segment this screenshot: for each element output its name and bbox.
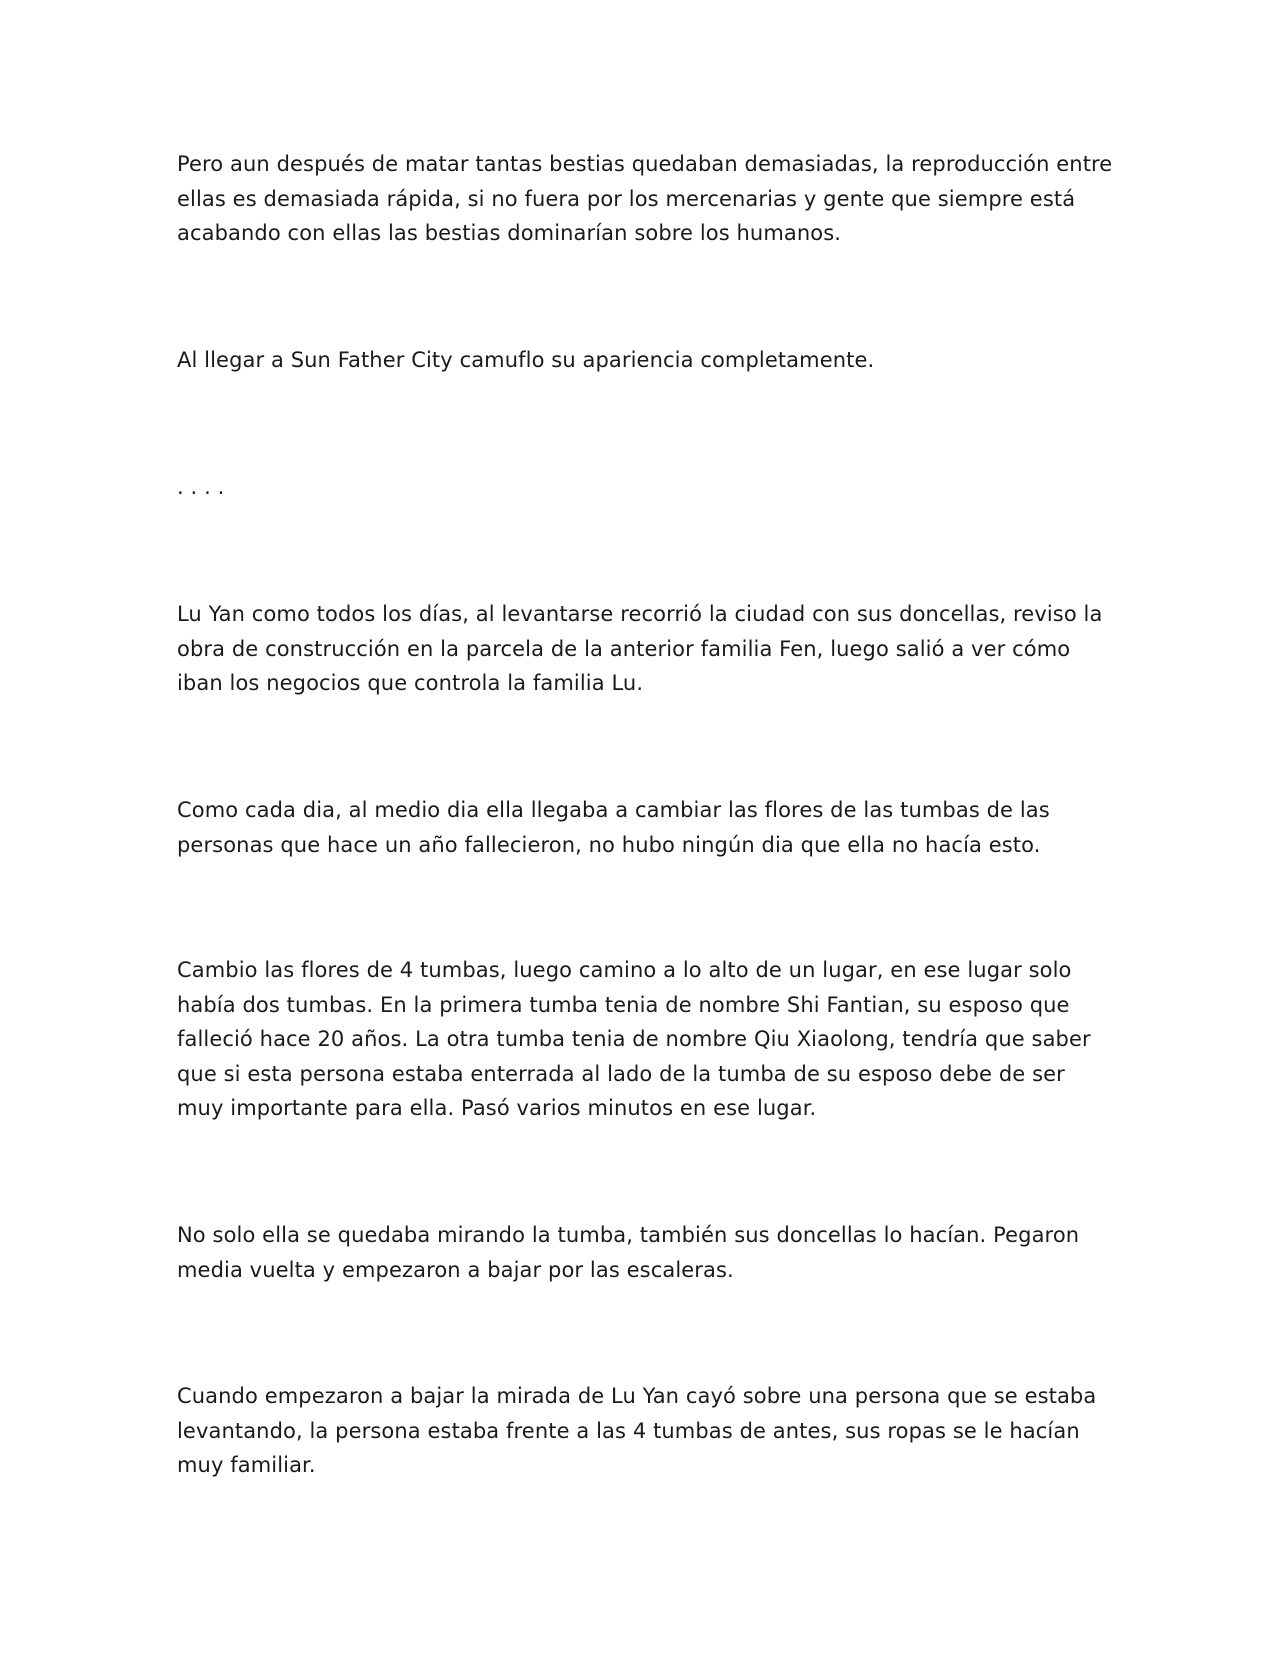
paragraph-bestias: Pero aun después de matar tantas bestias quedaban demasiadas, la reproducción entre ellas es demasiada rápida, si no fuera por los mercenarias y gente que siempre está acabando con ellas las bestias dominarían sobre los humanos. [177, 152, 1113, 245]
paragraph-mirada: Cuando empezaron a bajar la mirada de Lu Yan cayó sobre una persona que se estaba levantando, la persona estaba frente a las 4 tumbas de antes, sus ropas se le hacían muy familiar. [177, 1384, 1097, 1477]
paragraph-doncellas: No solo ella se quedaba mirando la tumba, también sus doncellas lo hacían. Pegaron media vuelta y empezaron a bajar por las escaleras. [177, 1223, 1080, 1282]
paragraph-flores: Como cada dia, al medio dia ella llegaba a cambiar las flores de las tumbas de las personas que hace un año fallecieron, no hubo ningún dia que ella no hacía esto. [177, 798, 1050, 857]
paragraph-scene-break: . . . . [177, 475, 225, 499]
paragraph-sun-father-city: Al llegar a Sun Father City camuflo su apariencia completamente. [177, 348, 875, 372]
paragraph-lu-yan: Lu Yan como todos los días, al levantarse recorrió la ciudad con sus doncellas, reviso la obra de construcción en la parcela de la anterior familia Fen, luego salió a ver cómo iban los negocios que controla la familia Lu. [177, 602, 1103, 695]
paragraph-tumbas: Cambio las flores de 4 tumbas, luego camino a lo alto de un lugar, en ese lugar solo había dos tumbas. En la primera tumba tenia de nombre Shi Fantian, su esposo que falleció hace 20 años. La otra tumba tenia de nombre Qiu Xiaolong, tendría que saber que si esta persona estaba enterrada al lado de la tumba de su esposo debe de ser muy importante para ella. Pasó varios minutos en ese lugar. [177, 958, 1091, 1120]
